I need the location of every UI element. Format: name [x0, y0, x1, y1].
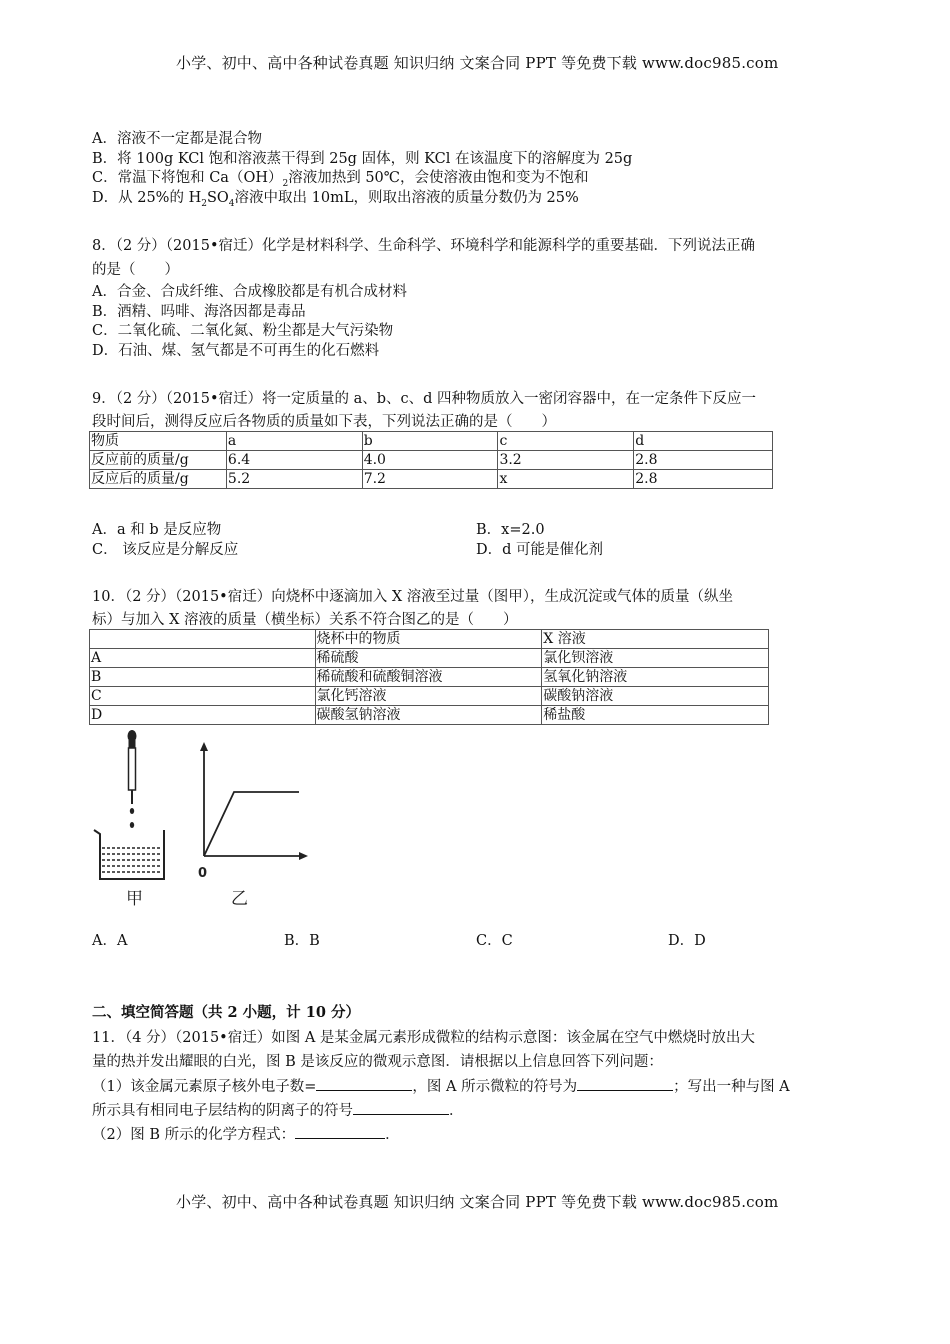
table-cell: A — [90, 649, 316, 668]
q8-option-b: B．酒精、吗啡、海洛因都是毒品 — [92, 304, 306, 320]
table-cell: 6.4 — [226, 451, 362, 470]
figure-label-yi: 乙 — [231, 889, 248, 909]
table-row — [90, 451, 773, 470]
table-cell: 碳酸氢钠溶液 — [315, 706, 542, 725]
table-cell: 反应后的质量/g — [90, 470, 227, 489]
table-row — [90, 706, 769, 725]
table-row — [90, 649, 769, 668]
dropper-icon — [128, 730, 137, 828]
table-row — [90, 630, 769, 649]
q7-option-a: A．溶液不一定都是混合物 — [92, 131, 262, 147]
table-cell: 碳酸钠溶液 — [542, 687, 769, 706]
q10-option-b: B．B — [284, 933, 320, 949]
table-row — [90, 668, 769, 687]
q7-option-c: C．常温下将饱和 $Ca(OH)_2$溶液加热到 50℃，会使溶液由饱和变为不饱和 — [92, 170, 589, 189]
q9-table — [89, 431, 773, 489]
q10-stem-line2: 标）与加入 X 溶液的质量（横坐标）关系不符合图乙的是（ ） — [92, 612, 518, 628]
table-cell: X 溶液 — [542, 630, 769, 649]
figure-label-jia: 甲 — [126, 889, 143, 909]
table-cell: 物质 — [90, 432, 227, 451]
q8-stem-line2: 的是（ ） — [92, 262, 179, 278]
table-cell: x — [498, 470, 634, 489]
q11-part1-line1: （1）该金属元素原子核外电子数= ，图 A 所示微粒的符号为 ；写出一种与图 A — [92, 1075, 790, 1096]
q10-option-c: C．C — [476, 933, 513, 949]
q11-part2: （2）图 B 所示的化学方程式： ． — [92, 1123, 400, 1144]
graph-yi — [200, 742, 308, 860]
beaker-icon — [94, 830, 164, 879]
q11-part1-line2: 所示具有相同电子层结构的阴离子的符号 ． — [92, 1099, 464, 1120]
q11-stem-line2: 量的热并发出耀眼的白光，图 B 是该反应的微观示意图．请根据以上信息回答下列问题： — [92, 1054, 663, 1070]
table-cell: 2.8 — [634, 451, 773, 470]
q9-option-c: C． 该反应是分解反应 — [92, 542, 239, 558]
q7-option-d: D．从 25%的 $H_2SO_4$溶液中取出 10mL，则取出溶液的质量分数仍为 25% — [92, 190, 579, 209]
q10-stem-line1: 10．（2 分）（2015•宿迁）向烧杯中逐滴加入 X 溶液至过量（图甲），生成沉淀或气体的质量（纵坐 — [92, 589, 734, 605]
q10-option-d: D．D — [668, 933, 706, 949]
table-cell: 氯化钙溶液 — [315, 687, 542, 706]
q8-stem-line1: 8．（2 分）（2015•宿迁）化学是材料科学、生命科学、环境科学和能源科学的重要基础．下列说法正确 — [92, 238, 756, 254]
table-cell: D — [90, 706, 316, 725]
table-row — [90, 470, 773, 489]
q9-option-d: D．d 可能是催化剂 — [476, 542, 604, 558]
answer-blank[interactable] — [316, 1076, 412, 1091]
section-title: 二、填空简答题（共 2 小题，计 10 分） — [92, 1004, 360, 1021]
table-cell: C — [90, 687, 316, 706]
q9-stem-line1: 9．（2 分）（2015•宿迁）将一定质量的 a、b、c、d 四种物质放入一密闭容器中，在一定条件下反应一 — [92, 391, 757, 407]
answer-blank[interactable] — [353, 1100, 449, 1115]
table-row — [90, 432, 773, 451]
table-cell: 2.8 — [634, 470, 773, 489]
page-footer: 小学、初中、高中各种试卷真题 知识归纳 文案合同 PPT 等免费下载 www.doc985.com — [176, 1193, 779, 1211]
table-cell: 氯化钡溶液 — [542, 649, 769, 668]
table-row — [90, 687, 769, 706]
table-cell: d — [634, 432, 773, 451]
table-cell: 稀硫酸 — [315, 649, 542, 668]
q8-option-d: D．石油、煤、氢气都是不可再生的化石燃料 — [92, 343, 380, 359]
answer-blank[interactable] — [577, 1076, 673, 1091]
graph-origin-label: 0 — [198, 866, 208, 881]
q9-stem-line2: 段时间后，测得反应后各物质的质量如下表，下列说法正确的是（ ） — [92, 414, 556, 430]
q8-option-a: A．合金、合成纤维、合成橡胶都是有机合成材料 — [92, 284, 407, 300]
q9-option-b: B．x=2.0 — [476, 522, 545, 538]
answer-blank[interactable] — [295, 1124, 385, 1139]
table-cell: c — [498, 432, 634, 451]
table-cell: 稀硫酸和硫酸铜溶液 — [315, 668, 542, 687]
q10-figures — [88, 728, 318, 910]
table-cell — [90, 630, 316, 649]
table-cell: 氢氧化钠溶液 — [542, 668, 769, 687]
q8-option-c: C．二氧化硫、二氧化氮、粉尘都是大气污染物 — [92, 323, 394, 339]
table-cell: b — [362, 432, 498, 451]
table-cell: 5.2 — [226, 470, 362, 489]
q10-option-a: A．A — [92, 933, 128, 949]
table-cell: a — [226, 432, 362, 451]
page-header: 小学、初中、高中各种试卷真题 知识归纳 文案合同 PPT 等免费下载 www.doc985.com — [176, 54, 779, 72]
table-cell: B — [90, 668, 316, 687]
table-cell: 3.2 — [498, 451, 634, 470]
table-cell: 7.2 — [362, 470, 498, 489]
table-cell: 烧杯中的物质 — [315, 630, 542, 649]
q10-table — [89, 629, 769, 725]
table-cell: 4.0 — [362, 451, 498, 470]
q9-option-a: A．a 和 b 是反应物 — [92, 522, 222, 538]
table-cell: 稀盐酸 — [542, 706, 769, 725]
q11-stem-line1: 11．（4 分）（2015•宿迁）如图 A 是某金属元素形成微粒的结构示意图：该金属在空气中燃烧时放出大 — [92, 1030, 755, 1046]
table-cell: 反应前的质量/g — [90, 451, 227, 470]
q7-option-b: B．将 100g KCl 饱和溶液蒸干得到 25g 固体，则 KCl 在该温度下的溶解度为 25g — [92, 151, 633, 167]
